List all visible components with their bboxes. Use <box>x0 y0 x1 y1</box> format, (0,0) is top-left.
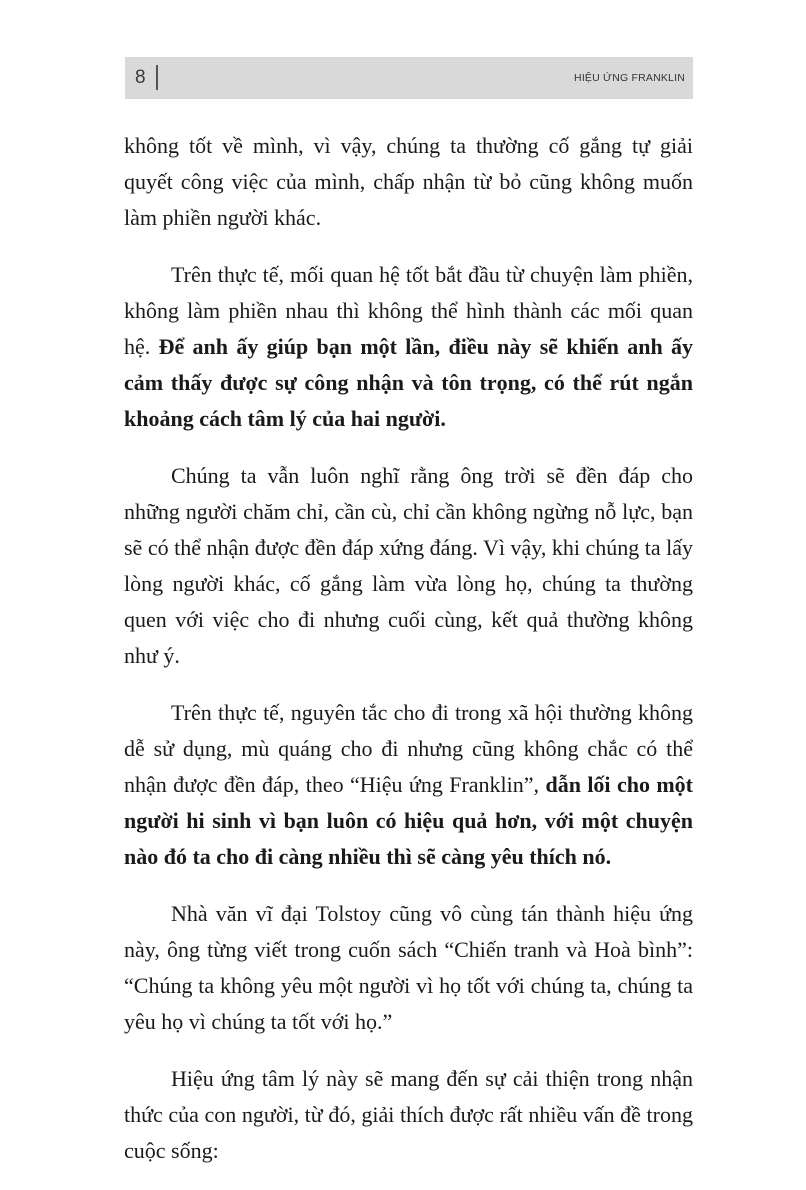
paragraph-4 <box>124 695 693 875</box>
paragraph-text: Hiệu ứng tâm lý này sẽ mang đến sự cải thiện trong nhận thức của con người, từ đó, giải thích được rất nhiều vấn đề trong cuộc sống: <box>124 1066 693 1163</box>
paragraph-3 <box>124 458 693 674</box>
paragraph-text: Chúng ta vẫn luôn nghĩ rằng ông trời sẽ đền đáp cho những người chăm chỉ, cần cù, chỉ cần không ngừng nỗ lực, bạn sẽ có thể nhận được đền đáp xứng đáng. Vì vậy, khi chúng ta lấy lòng người khác, cố gắng làm vừa lòng họ, chúng ta thường quen với việc cho đi nhưng cuối cùng, kết quả thường không như ý. <box>124 463 693 668</box>
paragraph-2 <box>124 257 693 437</box>
page-number: 8 <box>135 67 146 88</box>
paragraph-text: không tốt về mình, vì vậy, chúng ta thường cố gắng tự giải quyết công việc của mình, chấp nhận từ bỏ cũng không muốn làm phiền người khác. <box>124 133 693 230</box>
paragraph-1 <box>124 128 693 236</box>
paragraph-text: Nhà văn vĩ đại Tolstoy cũng vô cùng tán thành hiệu ứng này, ông từng viết trong cuốn sách “Chiến tranh và Hoà bình”: “Chúng ta không yêu một người vì họ tốt với chúng ta, chúng ta yêu họ vì chúng ta tốt với họ.” <box>124 901 693 1034</box>
paragraph-5 <box>124 896 693 1040</box>
paragraph-6 <box>124 1061 693 1169</box>
paragraph-text: Trên thực tế, mối quan hệ tốt bắt đầu từ chuyện làm phiền, không làm phiền nhau thì không thể hình thành các mối quan hệ. <box>124 262 693 359</box>
paragraph-bold-text: Để anh ấy giúp bạn một lần, điều này sẽ khiến anh ấy cảm thấy được sự công nhận và tôn trọng, có thể rút ngắn khoảng cách tâm lý của hai người. <box>124 334 694 431</box>
header-divider <box>156 65 158 90</box>
page-header <box>125 57 693 99</box>
paragraph-text: Trên thực tế, nguyên tắc cho đi trong xã hội thường không dễ sử dụng, mù quáng cho đi nhưng cũng không chắc có thể nhận được đền đáp, theo “Hiệu ứng Franklin”, <box>124 700 693 797</box>
paragraph-bold-text: dẫn lối cho một người hi sinh vì bạn luôn có hiệu quả hơn, với một chuyện nào đó ta cho đi càng nhiều thì sẽ càng yêu thích nó. <box>124 772 693 869</box>
body-text <box>124 128 693 1190</box>
running-title: HIỆU ỨNG FRANKLIN <box>574 72 685 84</box>
